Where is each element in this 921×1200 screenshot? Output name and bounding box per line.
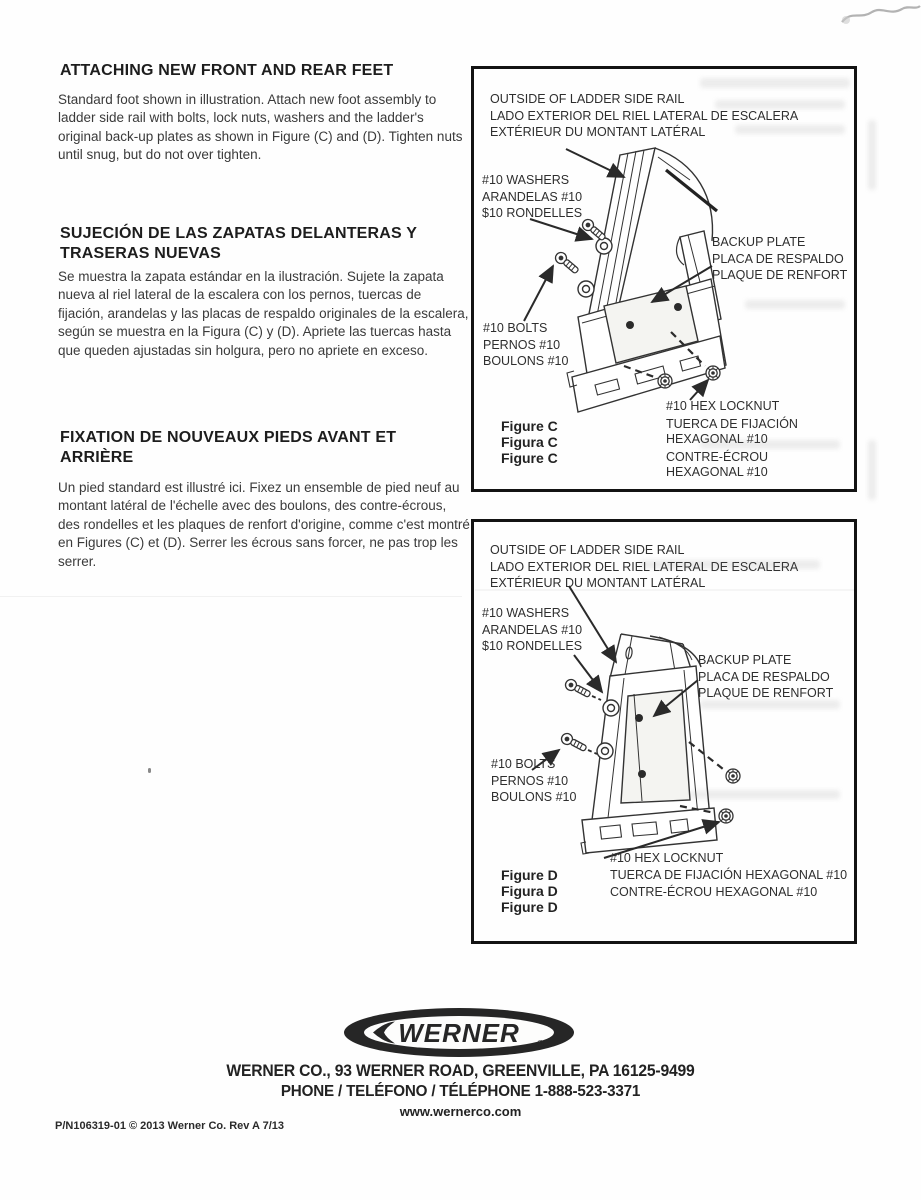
figure-d-bolts-label: #10 BOLTS PERNOS #10 BOULONS #10 xyxy=(491,757,577,804)
pen-mark-artifact xyxy=(838,0,921,40)
logo-wordmark: WERNER xyxy=(398,1018,520,1048)
showthrough-artifact xyxy=(700,700,840,709)
figure-d-box xyxy=(471,519,857,944)
plate-hole xyxy=(626,321,634,329)
footer-website: www.wernerco.com xyxy=(399,1104,522,1119)
figure-c-caption: Figure C Figura C Figure C xyxy=(501,418,558,466)
showthrough-artifact xyxy=(735,125,845,134)
washer-icon xyxy=(596,238,612,254)
scan-streak-artifact xyxy=(475,589,855,591)
locknut-icon xyxy=(706,366,720,380)
figure-c-locknut-label: #10 HEX LOCKNUT TUERCA DE FIJACIÓN HEXAGONAL #10 CONTRE-ÉCROU HEXAGONAL #10 xyxy=(666,399,798,479)
showthrough-artifact xyxy=(700,78,850,88)
figure-c-washers-label: #10 WASHERS ARANDELAS #10 $10 RONDELLES xyxy=(482,173,583,220)
showthrough-artifact xyxy=(640,560,820,569)
showthrough-artifact xyxy=(715,100,845,109)
footer-address: WERNER CO., 93 WERNER ROAD, GREENVILLE, PA 16125-9499 xyxy=(226,1062,695,1080)
locknut-icon xyxy=(719,809,733,823)
plate-hole xyxy=(674,303,682,311)
plate-hole xyxy=(638,770,646,778)
section-heading-spanish: SUJECIÓN DE LAS ZAPATAS DELANTERAS Y TRASERAS NUEVAS xyxy=(60,225,417,262)
figure-d-rail-label: OUTSIDE OF LADDER SIDE RAIL LADO EXTERIOR DEL RIEL LATERAL DE ESCALERA EXTÉRIEUR DU MONTANT LATÉRAL xyxy=(490,543,799,590)
figure-d-locknut-label: #10 HEX LOCKNUT TUERCA DE FIJACIÓN HEXAGONAL #10 CONTRE-ÉCROU HEXAGONAL #10 xyxy=(610,851,848,899)
arrow-locknut-label xyxy=(690,380,708,400)
foot-assembly-drawing xyxy=(567,279,726,412)
figure-d-backup-plate-label: BACKUP PLATE PLACA DE RESPALDO PLAQUE DE RENFORT xyxy=(698,653,834,700)
figure-c-bolts-label: #10 BOLTS PERNOS #10 BOULONS #10 xyxy=(483,321,569,368)
part-number-line: P/N106319-01 © 2013 Werner Co. Rev A 7/13 xyxy=(55,1120,285,1132)
showthrough-artifact xyxy=(690,790,840,799)
showthrough-artifact xyxy=(868,120,876,190)
washer-icon xyxy=(578,281,594,297)
section-body-english: Standard foot shown in illustration. Attach new foot assembly to ladder side rail with bolts, lock nuts, washers and the ladder's original back-up plates as shown in Figure (C) and (D). Tighten nuts until snug, but do not over tighten. xyxy=(58,92,463,163)
bolt-icon xyxy=(553,250,580,275)
section-heading-english: ATTACHING NEW FRONT AND REAR FEET xyxy=(60,62,394,79)
registered-mark: ® xyxy=(537,1039,545,1050)
arrow-bolts-label xyxy=(524,266,553,321)
section-body-french: Un pied standard est illustré ici. Fixez un ensemble de pied neuf au montant latéral de l'échelle avec des boulons, des contre-écrous, des rondelles et les plaques de renfort d'origine, comme c'est montré en Figures (C) et (D). Serrer les écrous sans forcer, ne pas trop les serrer. xyxy=(58,480,470,569)
figure-c-backup-plate-label: BACKUP PLATE PLACA DE RESPALDO PLAQUE DE RENFORT xyxy=(712,235,848,282)
showthrough-artifact xyxy=(700,440,840,449)
ink-speck-artifact xyxy=(148,768,151,773)
washer-icon xyxy=(597,743,613,759)
section-heading-french: FIXATION DE NOUVEAUX PIEDS AVANT ET ARRIÈRE xyxy=(60,429,397,466)
werner-logo xyxy=(341,1006,577,1059)
locknut-icon xyxy=(726,769,740,783)
foot-assembly-drawing xyxy=(581,666,717,854)
figure-d-washers-label: #10 WASHERS ARANDELAS #10 $10 RONDELLES xyxy=(482,606,583,653)
footer-phone: PHONE / TELÉFONO / TÉLÉPHONE 1-888-523-3371 xyxy=(280,1083,641,1100)
figure-c-rail-label: OUTSIDE OF LADDER SIDE RAIL LADO EXTERIOR DEL RIEL LATERAL DE ESCALERA EXTÉRIEUR DU MONTANT LATÉRAL xyxy=(490,92,799,139)
dashed-leader xyxy=(588,750,597,754)
showthrough-artifact xyxy=(745,300,845,309)
bolt-icon xyxy=(564,678,593,700)
bolt-icon xyxy=(560,732,589,754)
figure-d-caption: Figure D Figura D Figure D xyxy=(501,867,558,915)
bolt-icon xyxy=(580,217,607,242)
section-body-spanish: Se muestra la zapata estándar en la ilustración. Sujete la zapata nueva al riel lateral de la escalera con los pernos, tuercas de fijación, arandelas y las placas de respaldo originales de la escalera, según se muestra en la Figura (C) y (D). Apriete las tuercas hasta que queden ajustadas sin holgura, pero no apriete en exceso. xyxy=(58,269,469,358)
plate-hole xyxy=(635,714,643,722)
locknut-icon xyxy=(658,374,672,388)
dashed-leader xyxy=(592,696,601,700)
fold-line-artifact xyxy=(0,596,462,597)
showthrough-artifact xyxy=(868,440,876,500)
washer-icon xyxy=(603,700,619,716)
